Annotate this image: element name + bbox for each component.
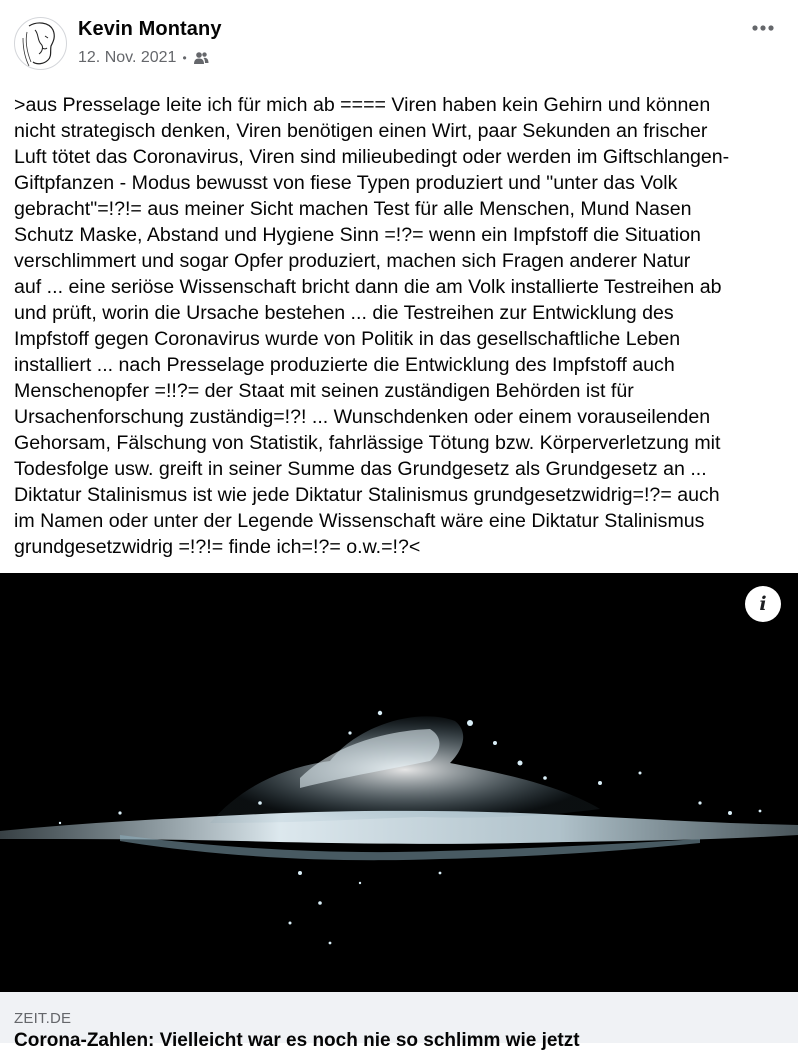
friends-icon[interactable] [193, 51, 209, 65]
post-text-line: Diktatur Stalinismus ist wie jede Diktatur Stalinismus grundgesetzwidrig=!?= auch [14, 484, 720, 506]
info-button[interactable] [745, 586, 781, 622]
post-meta [78, 47, 209, 69]
post-text-line: Schutz Maske, Abstand und Hygiene Sinn =!?= wenn ein Impfstoff die Situation [14, 224, 701, 246]
post-text-line: >aus Presselage leite ich für mich ab ==== Viren haben kein Gehirn und können [14, 94, 711, 116]
post-text-line: Luft tötet das Coronavirus, Viren sind milieubedingt oder werden im Giftschlangen- [14, 146, 730, 168]
post-text [14, 92, 786, 560]
post-header [0, 0, 798, 84]
post-text-line: Gehorsam, Fälschung von Statistik, fahrlässige Tötung bzw. Körperverletzung mit [14, 432, 721, 454]
link-preview-meta[interactable] [0, 992, 798, 1051]
post-text-line: installiert ... nach Presselage produzierte die Entwicklung des Impfstoff auch [14, 354, 675, 376]
post-text-line: nicht strategisch denken, Viren benötigen einen Wirt, paar Sekunden an frischer [14, 120, 708, 142]
post-date[interactable]: 12. Nov. 2021 [78, 49, 177, 66]
post-text-line: und prüft, worin die Ursache bestehen ... die Testreihen zur Entwicklung des [14, 302, 674, 324]
avatar-sketch-icon [15, 18, 66, 69]
post-text-line: Ursachenforschung zuständig=!?! ... Wunschdenken oder einem vorauseilenden [14, 406, 711, 428]
link-preview-card[interactable] [0, 573, 798, 1051]
post-text-line: Impfstoff gegen Coronavirus wurde von Politik in das gesellschaftliche Leben [14, 328, 681, 350]
post-text-line: Giftpfanzen - Modus bewusst von fiese Typen produziert und "unter das Volk [14, 172, 678, 194]
water-splash-image [0, 573, 798, 992]
post-text-line: verschlimmert und sogar Opfer produziert, machen sich Fragen anderer Natur [14, 250, 691, 272]
post-text-line: Menschenopfer =!!?= der Staat mit seinen zuständigen Behörden ist für [14, 380, 634, 402]
more-options-icon [752, 25, 774, 31]
avatar[interactable] [14, 17, 67, 70]
link-domain: ZEIT.DE [14, 1010, 72, 1027]
link-preview-image[interactable] [0, 573, 798, 992]
post-text-line: auf ... eine seriöse Wissenschaft bricht dann die am Volk installierte Testreihen ab [14, 276, 722, 298]
author-name[interactable]: Kevin Montany [78, 18, 222, 40]
info-icon: i [759, 593, 767, 615]
post-text-line: gebracht"=!?!= aus meiner Sicht machen Test für alle Menschen, Mund Nasen [14, 198, 692, 220]
more-options-button[interactable] [744, 14, 782, 42]
meta-separator: • [182, 51, 187, 65]
post-text-line: Todesfolge usw. greift in seiner Summe das Grundgesetz als Grundgesetz an ... [14, 458, 707, 480]
post-text-line: im Namen oder unter der Legende Wissenschaft wäre eine Diktatur Stalinismus [14, 510, 705, 532]
post-text-line: grundgesetzwidrig =!?!= finde ich=!?= o.w.=!?< [14, 536, 421, 558]
link-title[interactable]: Corona-Zahlen: Vielleicht war es noch nie so schlimm wie jetzt [14, 1030, 580, 1051]
